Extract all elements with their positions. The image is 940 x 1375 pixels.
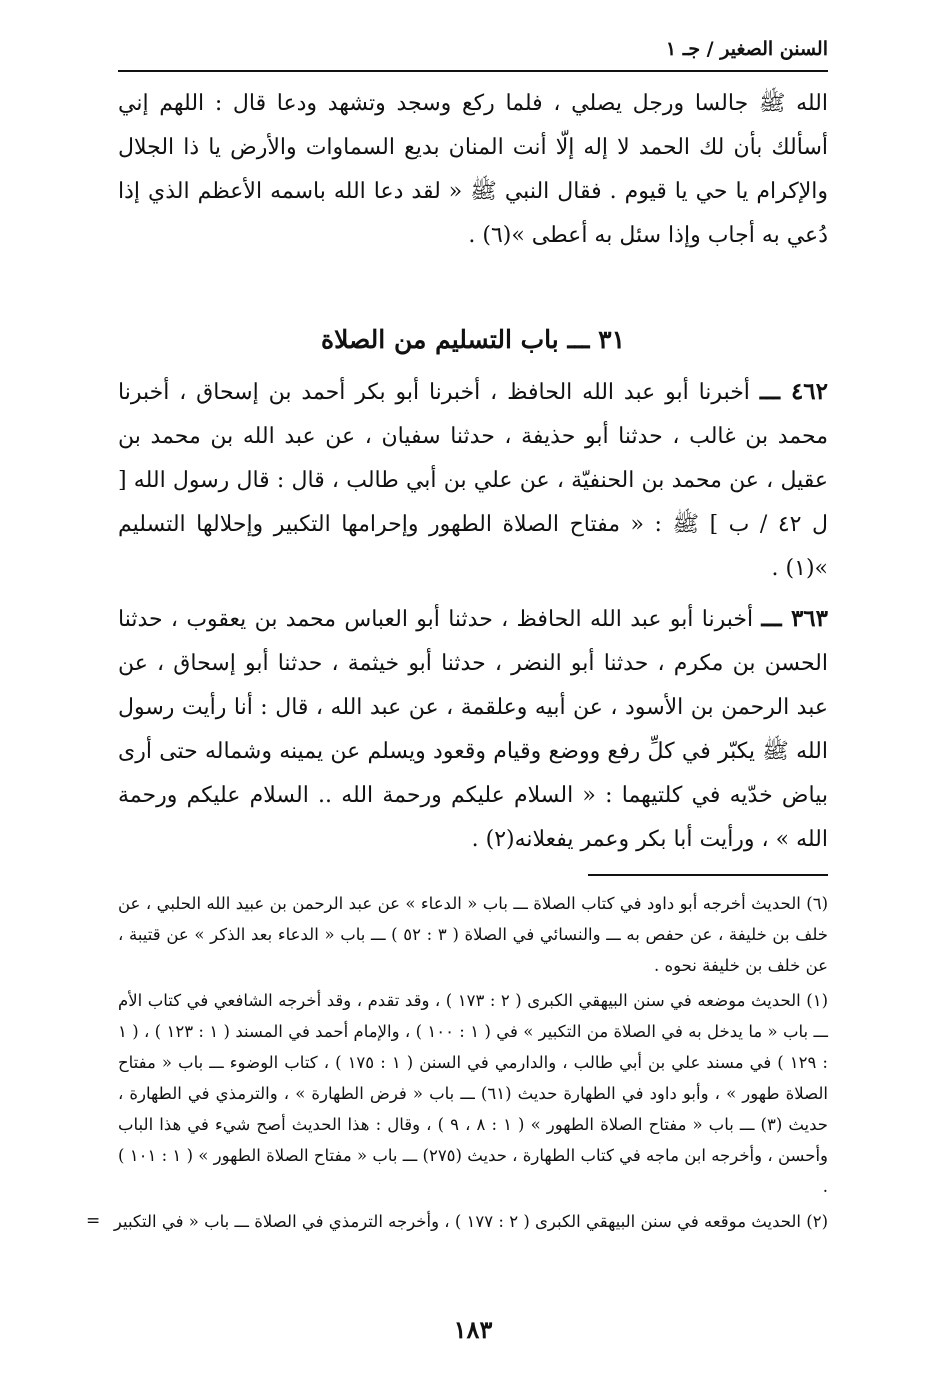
hadith-number: ٤٦٢ ـــ: [759, 378, 828, 405]
footnote: [86, 1206, 828, 1237]
footnote-text: (٢) الحديث موقعه في سنن البيهقي الكبرى ( ٢ : ١٧٧ ) ، وأخرجه الترمذي في الصلاة ـــ باب « في التكبير: [113, 1212, 828, 1231]
running-title: السنن الصغير / جـ ١: [658, 38, 828, 60]
continuation-mark: =: [86, 1211, 101, 1231]
hadith-paragraph: [118, 370, 828, 591]
hadith-text: أخبرنا أبو عبد الله الحافظ ، حدثنا أبو العباس محمد بن يعقوب ، حدثنا الحسن بن مكرم ، حدثنا أبو النضر ، حدثنا أبو خيثمة ، حدثنا أبو إسحاق ، عن عبد الرحمن بن الأسود ، عن أبيه وعلقمة ، عن عبد الله ، قال : أنا رأيت رسول الله ﷺ يكبّر في كلِّ رفع ووضع وقيام وقعود ويسلم عن يمينه وشماله حتى أرى بياض خدّيه في كلتيهما : « السلام عليكم ورحمة الله .. السلام عليكم ورحمة الله » ، ورأيت أبا بكر وعمر يفعلانه(٢) .: [118, 607, 828, 852]
footnote: (٦) الحديث أخرجه أبو داود في كتاب الصلاة ـــ باب « الدعاء » عن عبد الرحمن بن عبيد الله الحلبي ، عن خلف بن خليفة ، عن حفص به ـــ والنسائي في الصلاة ( ٣ : ٥٢ ) ـــ باب « الدعاء بعد الذكر » عن قتيبة ، عن خلف بن خليفة نحوه .: [118, 894, 828, 975]
book-page: [86, 30, 829, 1350]
hadith-text: أخبرنا أبو عبد الله الحافظ ، أخبرنا أبو بكر أحمد بن إسحاق ، أخبرنا محمد بن غالب ، حدثنا أبو حذيفة ، حدثنا سفيان ، عن عبد الله بن محمد بن عقيل ، عن محمد بن الحنفيّة ، عن علي بن أبي طالب ، قال : قال رسول الله [ ل ٤٢ / ب ] ﷺ : « مفتاح الصلاة الطهور وإحرامها التكبير وإحلالها التسليم »(١) .: [118, 380, 829, 581]
chapter-title: ٣١ ـــ باب التسليم من الصلاة: [320, 325, 625, 354]
hadith-paragraph: [118, 597, 828, 862]
hadith-number: ٣٦٣ ـــ: [761, 605, 828, 632]
page-number: ١٨٣: [453, 1315, 493, 1344]
intro-paragraph: الله ﷺ جالسا ورجل يصلي ، فلما ركع وسجد وتشهد ودعا قال : اللهم إني أسألك بأن لك الحمد لا إله إلّا أنت المنان بديع السماوات والأرض يا ذا الجلال والإكرام يا حي يا قيوم . فقال النبي ﷺ « لقد دعا الله باسمه الأعظم الذي إذا دُعي به أجاب وإذا سئل به أعطى »(٦) .: [118, 91, 828, 248]
footnote-divider: [588, 874, 828, 876]
running-header: [118, 30, 828, 72]
footnote: (١) الحديث موضعه في سنن البيهقي الكبرى ( ٢ : ١٧٣ ) ، وقد تقدم ، وقد أخرجه الشافعي في كتاب الأم ـــ باب « ما يدخل به في الصلاة من التكبير » في ( ١ : ١٠٠ ) ، والإمام أحمد في المسند ( ١ : ١٢٣ ) ، ( ١ : ١٢٩ ) في مسند علي بن أبي طالب ، والدارمي في السنن ( ١ : ١٧٥ ) ، كتاب الوضوء ـــ باب « مفتاح الصلاة طهور » ، وأبو داود في الطهارة حديث (٦١) ـــ باب « فرض الطهارة » ، والترمذي في الطهارة ، حديث (٣) ـــ باب « مفتاح الصلاة الطهور » ( ١ : ٨ ، ٩ ) ، وقال : هذا الحديث أصح شيء في هذا الباب وأحسن ، وأخرجه ابن ماجه في كتاب الطهارة ، حديث (٢٧٥) ـــ باب « مفتاح الصلاة الطهور » ( ١ : ١٠١ ) .: [118, 991, 829, 1196]
